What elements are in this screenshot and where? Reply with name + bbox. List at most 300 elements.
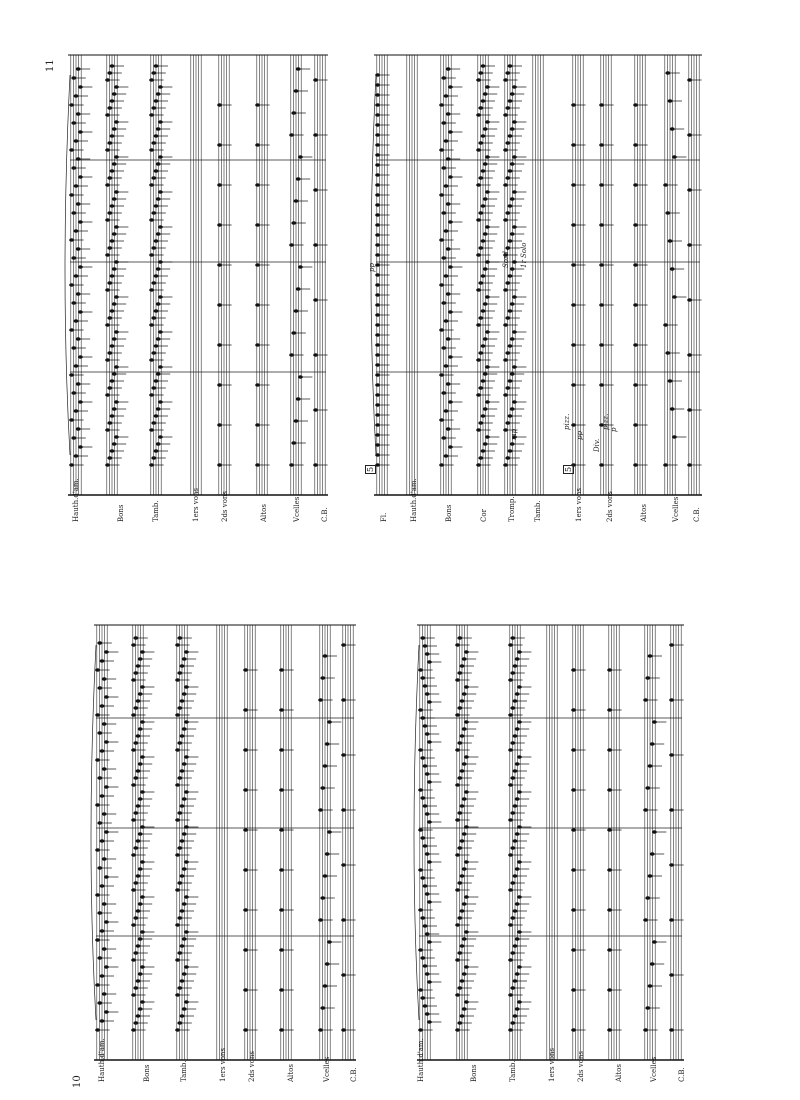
left-bottom-note-head xyxy=(425,932,430,936)
right-bottom-note-head xyxy=(599,263,604,267)
right-top-note-head xyxy=(149,358,154,362)
right-bottom-note-head xyxy=(375,313,380,317)
left-bottom-note-head xyxy=(517,825,522,829)
right-top-note-head xyxy=(151,386,156,390)
right-bottom-note-head xyxy=(448,400,453,404)
marking-pizz-v1: pizz. xyxy=(563,413,571,430)
label-altos-right-bottom: Altos xyxy=(640,504,648,522)
left-bottom-note-head xyxy=(571,948,576,952)
left-top-note-head xyxy=(177,811,182,815)
right-top-note-head xyxy=(69,148,74,152)
left-bottom-note-head xyxy=(517,895,522,899)
left-top-note-head xyxy=(341,643,346,647)
right-bottom-note-head xyxy=(441,436,446,440)
right-top-note-head xyxy=(217,463,222,467)
right-bottom-note-head xyxy=(439,463,444,467)
left-top-note-head xyxy=(133,636,138,640)
left-bottom-note-head xyxy=(464,1000,469,1004)
right-top-note-head xyxy=(69,373,74,377)
left-top-note-head xyxy=(97,866,102,870)
right-top-note-head xyxy=(105,253,110,257)
right-top-slur xyxy=(65,75,70,455)
left-top-note-head xyxy=(320,676,325,680)
left-bottom-note-head xyxy=(508,783,513,787)
right-bottom-note-head xyxy=(441,346,446,350)
right-bottom-note-head xyxy=(571,263,576,267)
right-top-note-head xyxy=(112,162,117,166)
right-bottom-note-head xyxy=(439,238,444,242)
right-top-note-head xyxy=(76,112,81,116)
left-bottom-note-head xyxy=(420,836,425,840)
left-bottom-note-head xyxy=(455,678,460,682)
right-bottom-note-head xyxy=(476,393,481,397)
left-top-note-head xyxy=(177,776,182,780)
left-bottom-note-head xyxy=(464,965,469,969)
right-top-note-head xyxy=(289,463,294,467)
right-top-note-head xyxy=(112,127,117,131)
left-bottom-note-head xyxy=(425,692,430,696)
right-bottom-note-head xyxy=(571,183,576,187)
right-bottom-note-head xyxy=(505,106,510,110)
marking-solo: 1r Solo xyxy=(520,242,528,268)
right-top-note-head xyxy=(76,67,81,71)
left-top-note-head xyxy=(97,641,102,645)
right-top-note-head xyxy=(217,263,222,267)
left-top-note-head xyxy=(140,720,145,724)
left-top-note-head xyxy=(175,888,180,892)
label-violins2-right-bottom: 2ds vons xyxy=(606,490,614,522)
left-bottom-note-head xyxy=(607,1028,612,1032)
left-bottom-note-head xyxy=(517,1000,522,1004)
left-bottom-note-head xyxy=(669,918,674,922)
left-top-note-head xyxy=(182,797,187,801)
right-top-note-head xyxy=(154,64,159,68)
left-bottom-note-head xyxy=(427,900,432,904)
left-top-note-head xyxy=(184,650,189,654)
left-top-note-head xyxy=(136,909,141,913)
left-bottom-note-head xyxy=(669,808,674,812)
right-bottom-note-head xyxy=(483,92,488,96)
left-top-note-head xyxy=(131,783,136,787)
right-bottom-note-head xyxy=(512,85,517,89)
right-bottom-note-head xyxy=(483,302,488,306)
label-altos-right-top: Altos xyxy=(260,504,268,522)
right-bottom-note-head xyxy=(375,163,380,167)
left-bottom-note-head xyxy=(510,636,515,640)
left-bottom-note-head xyxy=(515,762,520,766)
left-top-note-head xyxy=(175,1028,180,1032)
right-top-note-head xyxy=(76,427,81,431)
left-top-note-head xyxy=(182,762,187,766)
left-bottom-note-head xyxy=(571,748,576,752)
label-cor-right-bottom: Cor xyxy=(480,509,488,522)
right-bottom-note-head xyxy=(510,162,515,166)
left-bottom-note-head xyxy=(510,776,515,780)
left-top-note-head xyxy=(97,686,102,690)
left-top-note-head xyxy=(138,867,143,871)
right-top-note-head xyxy=(156,372,161,376)
left-bottom-note-head xyxy=(418,828,423,832)
label-hautbois-right-bottom: Hauth.d'am. xyxy=(410,478,418,522)
right-top-note-head xyxy=(74,94,79,98)
left-top-note-head xyxy=(102,947,107,951)
right-bottom-note-head xyxy=(375,193,380,197)
marking-pizz-v2: pizz. xyxy=(602,413,610,430)
left-top-note-head xyxy=(175,818,180,822)
right-bottom-note-head xyxy=(444,229,449,233)
left-bottom-note-head xyxy=(420,876,425,880)
right-top-note-head xyxy=(110,344,115,348)
right-top-note-head xyxy=(156,92,161,96)
left-top-note-head xyxy=(182,832,187,836)
right-top-note-head xyxy=(158,365,163,369)
right-bottom-note-head xyxy=(481,449,486,453)
left-bottom-note-head xyxy=(648,984,653,988)
left-bottom-slur xyxy=(414,645,419,1020)
rehearsal-mark-5-strings: 5 xyxy=(564,466,573,472)
right-bottom-note-head xyxy=(663,183,668,187)
right-bottom-note-head xyxy=(571,423,576,427)
right-top-note-head xyxy=(110,379,115,383)
right-top-note-head xyxy=(149,463,154,467)
right-bottom-note-head xyxy=(439,103,444,107)
right-top-note-head xyxy=(69,328,74,332)
right-bottom-note-head xyxy=(510,442,515,446)
right-bottom-note-head xyxy=(375,343,380,347)
right-bottom-note-head xyxy=(512,225,517,229)
right-top-note-head xyxy=(151,211,156,215)
right-bottom-note-head xyxy=(481,379,486,383)
right-bottom-note-head xyxy=(485,260,490,264)
right-bottom-note-head xyxy=(512,365,517,369)
left-top-note-head xyxy=(243,908,248,912)
right-top-note-head xyxy=(255,263,260,267)
left-bottom-note-head xyxy=(460,944,465,948)
right-bottom-note-head xyxy=(508,344,513,348)
left-top-note-head xyxy=(243,668,248,672)
left-top-note-head xyxy=(131,678,136,682)
right-bottom-note-head xyxy=(444,184,449,188)
right-top-note-head xyxy=(110,309,115,313)
left-top-note-head xyxy=(138,832,143,836)
left-bottom-note-head xyxy=(508,853,513,857)
right-top-note-head xyxy=(105,78,110,82)
left-bottom-note-head xyxy=(508,958,513,962)
right-bottom-note-head xyxy=(478,386,483,390)
right-top-note-head xyxy=(112,407,117,411)
left-bottom-note-head xyxy=(423,684,428,688)
dynamic-mp-tromp: mp xyxy=(510,428,518,440)
left-bottom-note-head xyxy=(460,909,465,913)
right-top-note-head xyxy=(78,355,83,359)
right-bottom-note-head xyxy=(670,267,675,271)
right-bottom-note-head xyxy=(375,223,380,227)
right-top-note-head xyxy=(76,247,81,251)
left-bottom-note-head xyxy=(420,796,425,800)
right-bottom-note-head xyxy=(478,351,483,355)
right-top-note-head xyxy=(313,243,318,247)
right-top-note-head xyxy=(71,346,76,350)
right-top-note-head xyxy=(298,155,303,159)
left-bottom-note-head xyxy=(508,888,513,892)
right-top-note-head xyxy=(217,183,222,187)
left-top-note-head xyxy=(180,909,185,913)
left-top-note-head xyxy=(95,668,100,672)
right-bottom-note-head xyxy=(599,383,604,387)
left-bottom-note-head xyxy=(517,790,522,794)
label-violins2-left-bottom: 2ds vons xyxy=(577,1050,585,1082)
left-top-note-head xyxy=(136,944,141,948)
right-bottom-note-head xyxy=(672,155,677,159)
right-top-note-head xyxy=(112,372,117,376)
left-bottom-note-head xyxy=(571,908,576,912)
right-bottom-note-head xyxy=(481,169,486,173)
left-top-note-head xyxy=(104,740,109,744)
left-top-note-head xyxy=(175,678,180,682)
right-bottom-note-head xyxy=(503,463,508,467)
right-bottom-note-head xyxy=(687,133,692,137)
right-bottom-note-head xyxy=(503,183,508,187)
right-bottom-note-head xyxy=(485,85,490,89)
right-bottom-note-head xyxy=(503,148,508,152)
label-vcelles-left-top: Vcelles xyxy=(323,1056,331,1082)
right-top-note-head xyxy=(294,89,299,93)
right-bottom-note-head xyxy=(512,295,517,299)
right-top-note-head xyxy=(255,103,260,107)
right-bottom-note-head xyxy=(444,364,449,368)
left-top-note-head xyxy=(177,951,182,955)
left-bottom-note-head xyxy=(464,930,469,934)
right-bottom-note-head xyxy=(633,143,638,147)
left-bottom-note-head xyxy=(508,713,513,717)
left-top-note-head xyxy=(95,893,100,897)
left-top-note-head xyxy=(97,776,102,780)
right-top-note-head xyxy=(105,218,110,222)
right-top-note-head xyxy=(149,323,154,327)
right-top-note-head xyxy=(154,379,159,383)
left-bottom-note-head xyxy=(510,671,515,675)
right-top-note-head xyxy=(158,260,163,264)
left-top-note-head xyxy=(136,804,141,808)
left-bottom-note-head xyxy=(607,908,612,912)
right-bottom-note-head xyxy=(485,365,490,369)
left-bottom-note-head xyxy=(515,1007,520,1011)
left-bottom-note-head xyxy=(517,965,522,969)
left-top-note-head xyxy=(131,748,136,752)
left-top-note-head xyxy=(104,785,109,789)
right-top-note-head xyxy=(151,141,156,145)
right-bottom-note-head xyxy=(512,400,517,404)
left-bottom-note-head xyxy=(460,1014,465,1018)
right-bottom-note-head xyxy=(599,183,604,187)
left-bottom-note-head xyxy=(652,830,657,834)
right-bottom-note-head xyxy=(571,223,576,227)
left-top-note-head xyxy=(104,650,109,654)
right-bottom-note-head xyxy=(508,309,513,313)
right-top-note-head xyxy=(105,288,110,292)
left-bottom-note-head xyxy=(508,748,513,752)
left-bottom-note-head xyxy=(455,713,460,717)
label-cb-left-top: C.B. xyxy=(350,1067,358,1082)
left-bottom-note-head xyxy=(457,776,462,780)
left-bottom-note-head xyxy=(420,676,425,680)
right-bottom-note-head xyxy=(476,78,481,82)
right-bottom-note-head xyxy=(375,433,380,437)
right-top-note-head xyxy=(154,274,159,278)
right-top-note-head xyxy=(156,407,161,411)
left-bottom-note-head xyxy=(645,1006,650,1010)
left-top-note-head xyxy=(327,940,332,944)
label-violins2-left-top: 2ds vons xyxy=(248,1050,256,1082)
right-top-note-head xyxy=(291,111,296,115)
label-violins1-left-top: 1ers vons xyxy=(219,1047,227,1082)
left-top-note-head xyxy=(138,692,143,696)
right-top-note-head xyxy=(69,283,74,287)
right-top-note-head xyxy=(114,190,119,194)
right-top-note-head xyxy=(71,256,76,260)
right-bottom-note-head xyxy=(571,343,576,347)
dynamic-pp-v1: pp xyxy=(576,431,584,440)
right-top-note-head xyxy=(156,127,161,131)
right-top-note-head xyxy=(114,330,119,334)
label-tambour-left-bottom: Tamb. xyxy=(509,1060,517,1082)
left-bottom-note-head xyxy=(517,685,522,689)
left-top-note-head xyxy=(100,749,105,753)
left-top-note-head xyxy=(341,753,346,757)
right-top-note-head xyxy=(69,238,74,242)
left-top-note-head xyxy=(138,797,143,801)
left-top-note-head xyxy=(133,706,138,710)
right-bottom-note-head xyxy=(483,127,488,131)
right-top-note-head xyxy=(289,353,294,357)
right-bottom-note-head xyxy=(505,316,510,320)
label-violins1-right-bottom: 1ers vons xyxy=(575,487,583,522)
right-bottom-note-head xyxy=(375,283,380,287)
left-top-note-head xyxy=(100,884,105,888)
right-bottom-note-head xyxy=(481,344,486,348)
left-top-note-head xyxy=(279,908,284,912)
right-bottom-note-head xyxy=(663,323,668,327)
left-top-note-head xyxy=(184,1000,189,1004)
right-bottom-note-head xyxy=(476,288,481,292)
left-top-note-head xyxy=(102,767,107,771)
right-top-note-head xyxy=(105,113,110,117)
right-bottom-note-head xyxy=(375,253,380,257)
left-top-note-head xyxy=(341,973,346,977)
left-top-note-head xyxy=(175,748,180,752)
right-bottom-note-head xyxy=(599,343,604,347)
left-bottom-note-head xyxy=(420,756,425,760)
right-top-note-head xyxy=(149,288,154,292)
right-bottom-note-head xyxy=(481,274,486,278)
left-bottom-note-head xyxy=(652,940,657,944)
label-cb-left-bottom: C.B. xyxy=(678,1067,686,1082)
right-top-note-head xyxy=(110,239,115,243)
left-bottom-note-head xyxy=(571,868,576,872)
right-bottom-note-head xyxy=(505,386,510,390)
left-bottom-note-head xyxy=(464,860,469,864)
left-bottom-note-head xyxy=(455,1028,460,1032)
left-bottom-note-head xyxy=(652,720,657,724)
left-top-note-head xyxy=(97,911,102,915)
right-bottom-note-head xyxy=(444,139,449,143)
left-top-note-head xyxy=(279,868,284,872)
right-top-note-head xyxy=(151,351,156,355)
left-bottom-note-head xyxy=(420,916,425,920)
left-bottom-note-head xyxy=(648,764,653,768)
right-bottom-note-head xyxy=(481,239,486,243)
right-top-note-head xyxy=(71,76,76,80)
left-bottom-note-head xyxy=(513,874,518,878)
left-top-note-head xyxy=(177,846,182,850)
right-bottom-note-head xyxy=(444,409,449,413)
marking-div: Div. xyxy=(593,438,601,452)
left-top-note-head xyxy=(182,692,187,696)
right-bottom-note-head xyxy=(633,343,638,347)
left-bottom-note-head xyxy=(462,867,467,871)
right-top-note-head xyxy=(154,134,159,138)
left-bottom-note-head xyxy=(669,863,674,867)
right-bottom-note-head xyxy=(672,435,677,439)
left-top-note-head xyxy=(138,762,143,766)
right-top-note-head xyxy=(114,225,119,229)
left-top-note-head xyxy=(320,1006,325,1010)
left-bottom-note-head xyxy=(455,748,460,752)
left-top-note-head xyxy=(95,713,100,717)
left-bottom-note-head xyxy=(508,1028,513,1032)
right-top-note-head xyxy=(112,337,117,341)
right-bottom-note-head xyxy=(476,358,481,362)
left-top-note-head xyxy=(102,722,107,726)
left-top-note-head xyxy=(184,755,189,759)
left-bottom-note-head xyxy=(513,699,518,703)
right-top-note-head xyxy=(149,78,154,82)
right-top-note-head xyxy=(149,393,154,397)
right-bottom-note-head xyxy=(481,309,486,313)
right-bottom-note-head xyxy=(510,407,515,411)
left-top-note-head xyxy=(180,699,185,703)
right-top-note-head xyxy=(107,281,112,285)
left-top-note-head xyxy=(104,965,109,969)
left-top-note-head xyxy=(104,875,109,879)
left-bottom-note-head xyxy=(571,1028,576,1032)
right-top-note-head xyxy=(78,310,83,314)
left-top-note-head xyxy=(318,698,323,702)
label-bassons-left-top: Bons xyxy=(143,1064,151,1082)
right-top-note-head xyxy=(154,309,159,313)
right-top-note-head xyxy=(71,301,76,305)
right-top-note-head xyxy=(107,316,112,320)
right-bottom-note-head xyxy=(508,414,513,418)
right-bottom-note-head xyxy=(512,330,517,334)
left-bottom-note-head xyxy=(515,832,520,836)
right-top-note-head xyxy=(71,166,76,170)
right-top-note-head xyxy=(71,121,76,125)
left-bottom-note-head xyxy=(464,825,469,829)
left-top-note-head xyxy=(243,988,248,992)
right-bottom-note-head xyxy=(503,288,508,292)
left-bottom-note-head xyxy=(515,937,520,941)
label-cb-right-top: C.B. xyxy=(321,507,329,522)
right-top-note-head xyxy=(158,400,163,404)
right-top-note-head xyxy=(217,383,222,387)
right-top-note-head xyxy=(76,157,81,161)
right-bottom-note-head xyxy=(375,333,380,337)
right-top-note-head xyxy=(154,239,159,243)
right-top-note-head xyxy=(151,246,156,250)
right-bottom-note-head xyxy=(476,113,481,117)
left-top-note-head xyxy=(177,916,182,920)
